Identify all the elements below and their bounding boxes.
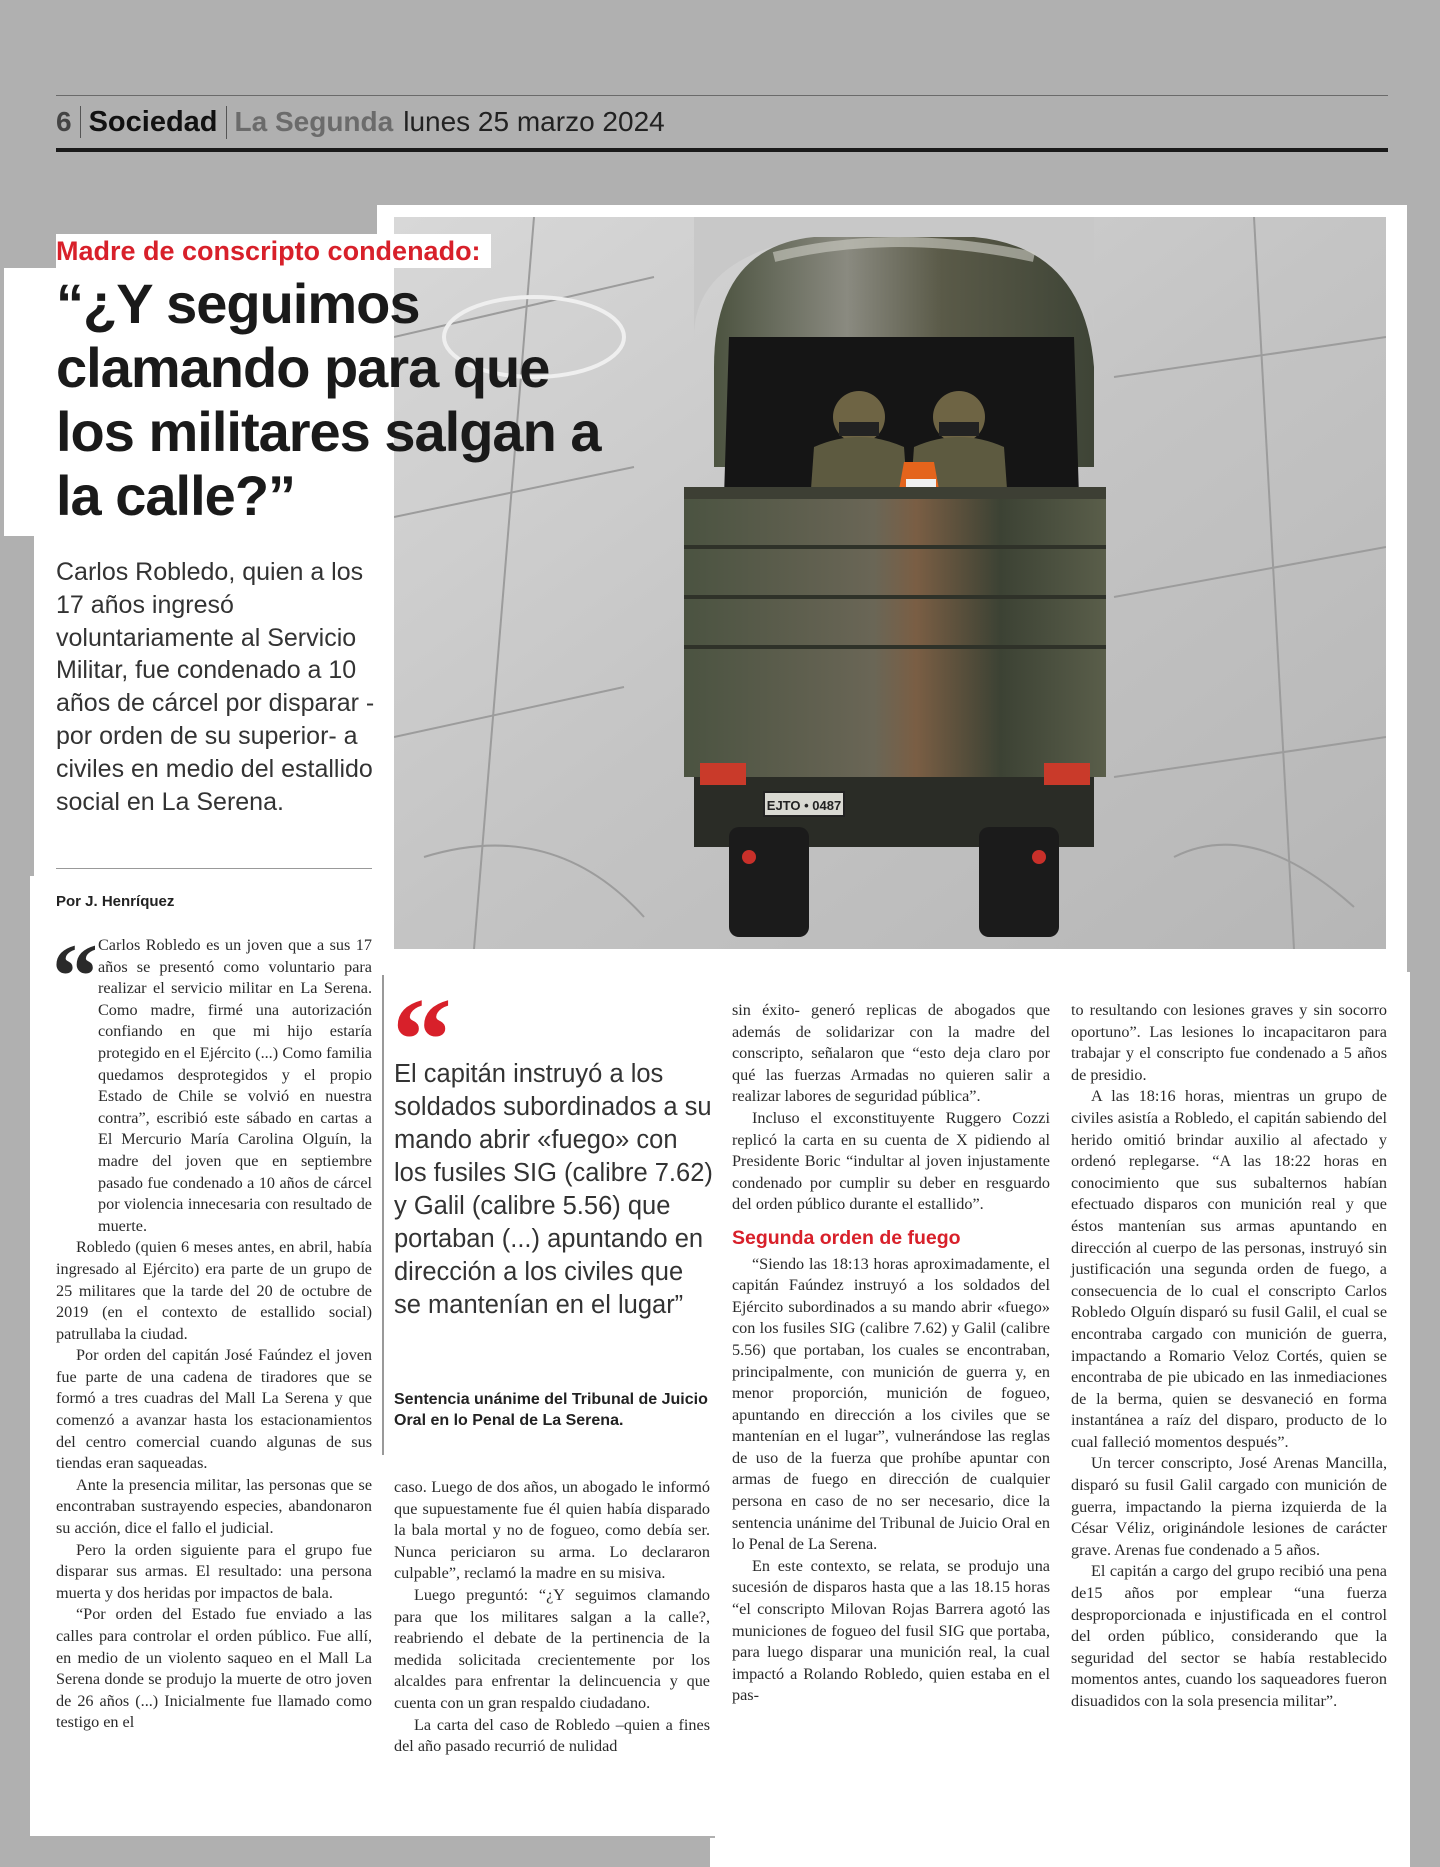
page-number: 6 xyxy=(56,106,81,138)
column-divider xyxy=(382,975,384,1455)
opening-quote-glyph: “ xyxy=(52,925,98,1027)
article-kicker: Madre de conscripto condenado: xyxy=(56,234,491,268)
article-column-1 xyxy=(56,935,372,1734)
paragraph: sin éxito- generó replicas de abogados que además de solidarizar con la madre del conscripto, señalaron que “esto deja claro por qué las fuerzas Armadas no quieren salir a realizar labores de seguridad pública”. xyxy=(732,1001,1050,1106)
paragraph: Luego preguntó: “¿Y seguimos clamando para que los militares salgan a la calle?, reabriendo el debate de la pertinencia de la medida solicitada crecientemente por los alcaldes para enfrentar la delincuencia y que cuenta con un gran respaldo ciudadano. xyxy=(394,1585,710,1712)
paragraph: Ante la presencia militar, las personas que se encontraban sustrayendo especies, abandonaron su acción, dice el fallo el judicial. xyxy=(56,1475,372,1538)
paragraph: to resultando con lesiones graves y sin socorro oportuno”. Las lesiones lo incapacitaron para trabajar y el conscripto fue condenado a 5 años de presidio. xyxy=(1071,1001,1387,1084)
bottom-panel xyxy=(710,1838,1410,1867)
page-header xyxy=(56,100,665,144)
paragraph: En este contexto, se relata, se produjo una sucesión de disparos hasta que a las 18.15 horas “el conscripto Milovan Rojas Barrera agotó las municiones de fogueo del fusil SIG que portaba, para luego disparar una munición real, la cual impactó a Rolando Robledo, quien estaba en el pas- xyxy=(732,1556,1050,1705)
paragraph: Incluso el exconstituyente Ruggero Cozzi replicó la carta en su cuenta de X pidiendo al Presidente Boric “indultar al joven injustamente condenado por cumplir su deber en resguardo del orden público durante el estallido”. xyxy=(732,1108,1050,1214)
paragraph: El capitán a cargo del grupo recibió una pena de15 años por emplear “una fuerza desproporcionada e injustificada en el control del orden público, considerando que la seguridad del sector se había restablecido momentos antes, cuando los saqueadores fueron disuadidos con la sola presencia militar”. xyxy=(1071,1562,1387,1710)
paragraph: La carta del caso de Robledo –quien a fines del año pasado recurrió de nulidad xyxy=(394,1715,710,1756)
paragraph: Por orden del capitán José Faúndez el joven fue parte de una cadena de tiradores que se formó a tres cuadras del Mall La Serena y que comenzó a avanzar hasta los estacionamientos del centro comercial cuando algunas de sus tiendas eran saqueadas. xyxy=(56,1346,372,1473)
paragraph: Carlos Robledo es un joven que a sus 17 años se presentó como voluntario para realizar el servicio militar en La Serena. Como madre, firmé una autorización confiando en que mi hijo estaría protegido en el Ejército (...) Como familia quedamos desprotegidos y el propio Estado de Chile se volvió en nuestra contra”, escribió este sábado en cartas a El Mercurio María Carolina Olguín, la madre del joven que en septiembre pasado fue condenado a 10 años de cárcel por violencia innecesaria con resultado de muerte. xyxy=(98,936,372,1235)
paragraph: Un tercer conscripto, José Arenas Mancilla, disparó su fusil Galil cargado con munición de guerra, impactando la pierna izquierda de la César Véliz, originándole lesiones de carácter grave. Arenas fue condenado a 5 años. xyxy=(1071,1454,1387,1559)
pull-quote-mark: “ xyxy=(392,973,452,1106)
header-bottom-rule xyxy=(56,148,1388,152)
paragraph: caso. Luego de dos años, un abogado le informó que supuestamente fue él quien había disparado la bala mortal y no de fogueo, como debía ser. Nunca periciaron su arma. Lo declararon culpable”, reclamó la madre en su misiva. xyxy=(394,1478,710,1583)
publication-date: lunes 25 marzo 2024 xyxy=(403,106,665,137)
section-subhead: Segunda orden de fuego xyxy=(732,1226,961,1249)
license-plate: EJTO • 0487 xyxy=(766,798,842,813)
paragraph: Pero la orden siguiente para el grupo fue disparar sus armas. El resultado: una persona muerta y dos heridas por impactos de bala. xyxy=(56,1540,372,1602)
paragraph: “Siendo las 18:13 horas aproximadamente, el capitán Faúndez instruyó a los soldados del Ejército subordinados a su mando abrir «fuego» con los fusiles SIG (calibre 7.62) y Galil (calibre 5.56) que portaban, los cuales se encontraban, principalmente, con munición de guerra y, en menor proporción, munición de fogueo, apuntando en dirección a los civiles que se mantenían en el lugar”, vulnerándose las reglas de uso de la fuerza que prohíbe apuntar con armas de fuego en dirección de cualquier persona en caso de no ser necesario, dice la sentencia unánime del Tribunal de Juicio Oral en lo Penal de La Serena. xyxy=(732,1254,1050,1554)
article-headline: “¿Y seguimos clamando para que los militares salgan a la calle?” xyxy=(56,272,601,527)
article-column-4 xyxy=(1071,1000,1387,1713)
section-name: Sociedad xyxy=(81,106,227,139)
publication-name: La Segunda xyxy=(234,106,394,137)
paragraph: Robledo (quien 6 meses antes, en abril, había ingresado al Ejército) era parte de un grupo de 25 militares que la tarde del 20 de octubre de 2019 (en el contexto de estallido social) patrullaba la ciudad. xyxy=(56,1238,372,1343)
article-column-2 xyxy=(394,1477,710,1758)
header-top-rule xyxy=(56,95,1388,96)
pull-quote-source: Sentencia unánime del Tribunal de Juicio Oral en lo Penal de La Serena. xyxy=(394,1391,708,1429)
dek-divider xyxy=(56,868,372,869)
paragraph: “Por orden del Estado fue enviado a las calles para controlar el orden público. Fue allí, en medio de un violento saqueo en el Mall La Serena donde se produjo la muerte de otro joven de 26 años (...) Inicialmente fue llamado como testigo en el xyxy=(56,1605,372,1732)
pull-quote-text: El capitán instruyó a los soldados subordinados a su mando abrir «fuego» con los fusiles SIG (calibre 7.62) y Galil (calibre 5.56) que portaban (...) apuntando en dirección a los civiles que se mantenían en el lugar” xyxy=(394,1060,713,1319)
article-column-3 xyxy=(732,1000,1050,1707)
article-dek: Carlos Robledo, quien a los 17 años ingresó voluntariamente al Servicio Militar, fue condenado a 10 años de cárcel por disparar -por orden de su superior- a civiles en medio del estallido social en La Serena. xyxy=(56,558,375,816)
paragraph: A las 18:16 horas, mientras un grupo de civiles asistía a Robledo, el capitán sabiendo del herido omitió brindar auxilio al afectado y ordenó replegarse. “A las 18:22 horas en conocimiento que sus subalternos habían efectuado disparos con munición real y que éstos mantenían sus armas apuntando en dirección al cuerpo de las personas, instruyó sin justificación una segunda orden de fuego, a consecuencia de lo cual el conscripto Carlos Robledo Olguín disparó su fusil Galil, el cual se encontraba cargado con munición de guerra, impactando a Romario Veloz Cortés, quien se encontraba de pie ubicado en las inmediaciones de la berma, quien se desvaneció en forma instantánea a raíz del disparo, producto de lo cual falleció momentos después”. xyxy=(1071,1087,1387,1451)
article-byline: Por J. Henríquez xyxy=(56,893,175,910)
